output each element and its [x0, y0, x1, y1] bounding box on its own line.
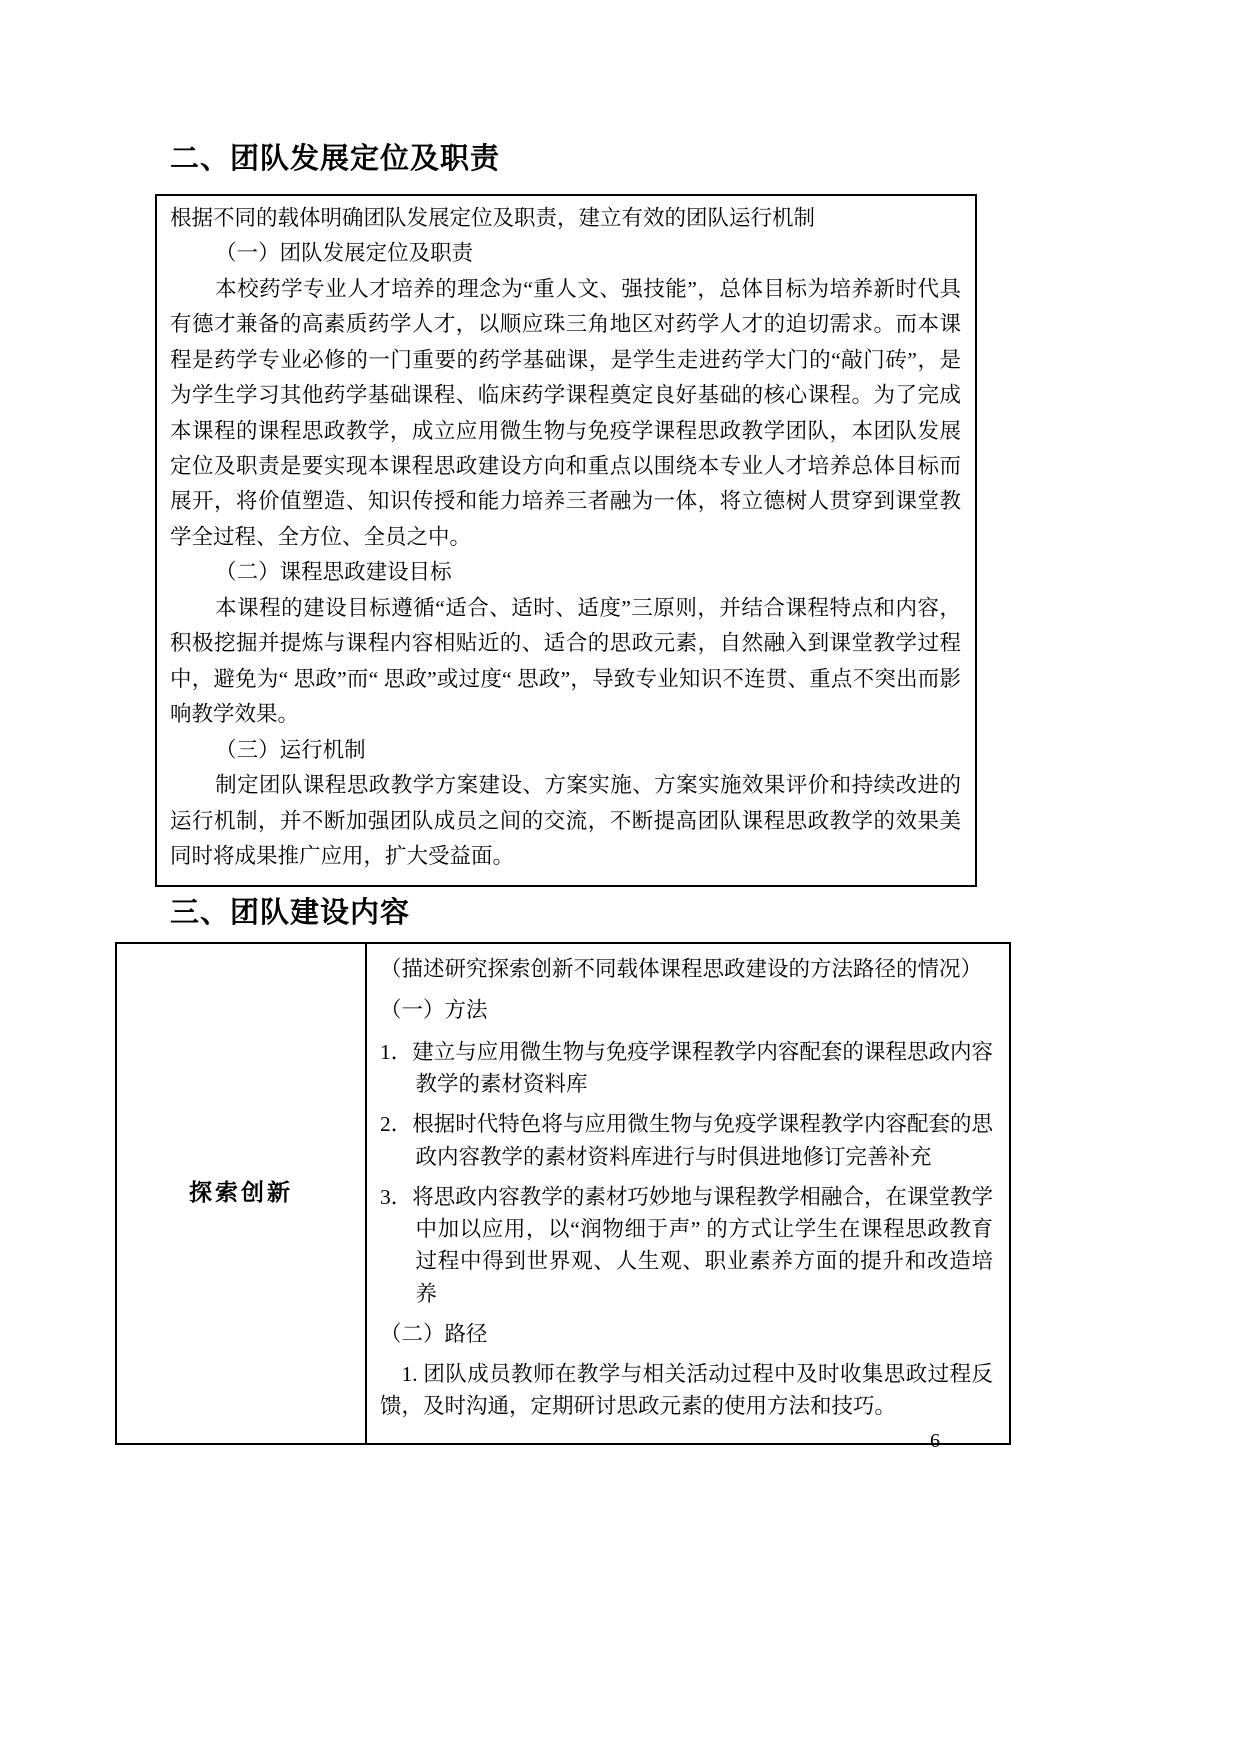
subheading-positioning: （一）团队发展定位及职责: [215, 241, 474, 266]
method-item-3: 3．将思政内容教学的素材巧妙地与课程教学相融合，在课堂教学中加以应用，以“润物细于声” 的方式让学生在课程思政教育过程中得到世界观、人生观、职业素养方面的提升和改造培养: [380, 1184, 993, 1306]
section-3-heading: 三、团队建设内容: [170, 896, 411, 929]
paragraph-goals-body: 本课程的建设目标遵循“适合、适时、适度”三原则，并结合课程特点和内容，积极挖掘并提炼与课程内容相贴近的、适合的思政元素，自然融入到课堂教学过程中，避免为“ 思政”而“ 思政”或过度“ 思政”，导致专业知识不连贯、重点不突出而影响教学效果。: [170, 595, 961, 727]
row-content-cell: [366, 943, 1010, 1443]
table-row: [116, 943, 1010, 1443]
path-item-1: 1. 团队成员教师在教学与相关活动过程中及时收集思政过程反馈，及时沟通，定期研讨思政元素的使用方法和技巧。: [380, 1362, 993, 1419]
team-building-table: [115, 942, 1011, 1444]
method-item-2: 2．根据时代特色将与应用微生物与免疫学课程教学内容配套的思政内容教学的素材资料库进行与时俱进地修订完善补充: [380, 1112, 993, 1169]
method-heading: （一）方法: [380, 997, 488, 1022]
subheading-goals: （二）课程思政建设目标: [215, 560, 452, 585]
page-number: 6: [930, 1430, 940, 1452]
intro-paragraph: 根据不同的载体明确团队发展定位及职责，建立有效的团队运行机制: [170, 205, 816, 230]
path-heading: （二）路径: [380, 1321, 488, 1346]
method-item-1: 1．建立与应用微生物与免疫学课程教学内容配套的课程思政内容教学的素材资料库: [380, 1039, 993, 1097]
subheading-mechanism: （三）运行机制: [215, 737, 366, 762]
content-caption: （描述研究探索创新不同载体课程思政建设的方法路径的情况）: [380, 957, 983, 982]
row-label-cell: 探索创新: [116, 943, 366, 1443]
section-2-box: [155, 194, 977, 887]
section-2-heading: 二、团队发展定位及职责: [170, 143, 501, 175]
paragraph-positioning-body: 本校药学专业人才培养的理念为“重人文、强技能”，总体目标为培养新时代具有德才兼备的高素质药学人才，以顺应珠三角地区对药学人才的迫切需求。而本课程是药学专业必修的一门重要的药学基础课，是学生走进药学大门的“敲门砖”，是为学生学习其他药学基础课程、临床药学课程奠定良好基础的核心课程。为了完成本课程的课程思政教学，成立应用微生物与免疫学课程思政教学团队，本团队发展定位及职责是要实现本课程思政建设方向和重点以围绕本专业人才培养总体目标而展开，将价值塑造、知识传授和能力培养三者融为一体，将立德树人贯穿到课堂教学全过程、全方位、全员之中。: [170, 276, 961, 549]
paragraph-mechanism-body: 制定团队课程思政教学方案建设、方案实施、方案实施效果评价和持续改进的运行机制，并不断加强团队成员之间的交流，不断提高团队课程思政教学的效果美同时将成果推广应用，扩大受益面。: [170, 773, 961, 869]
